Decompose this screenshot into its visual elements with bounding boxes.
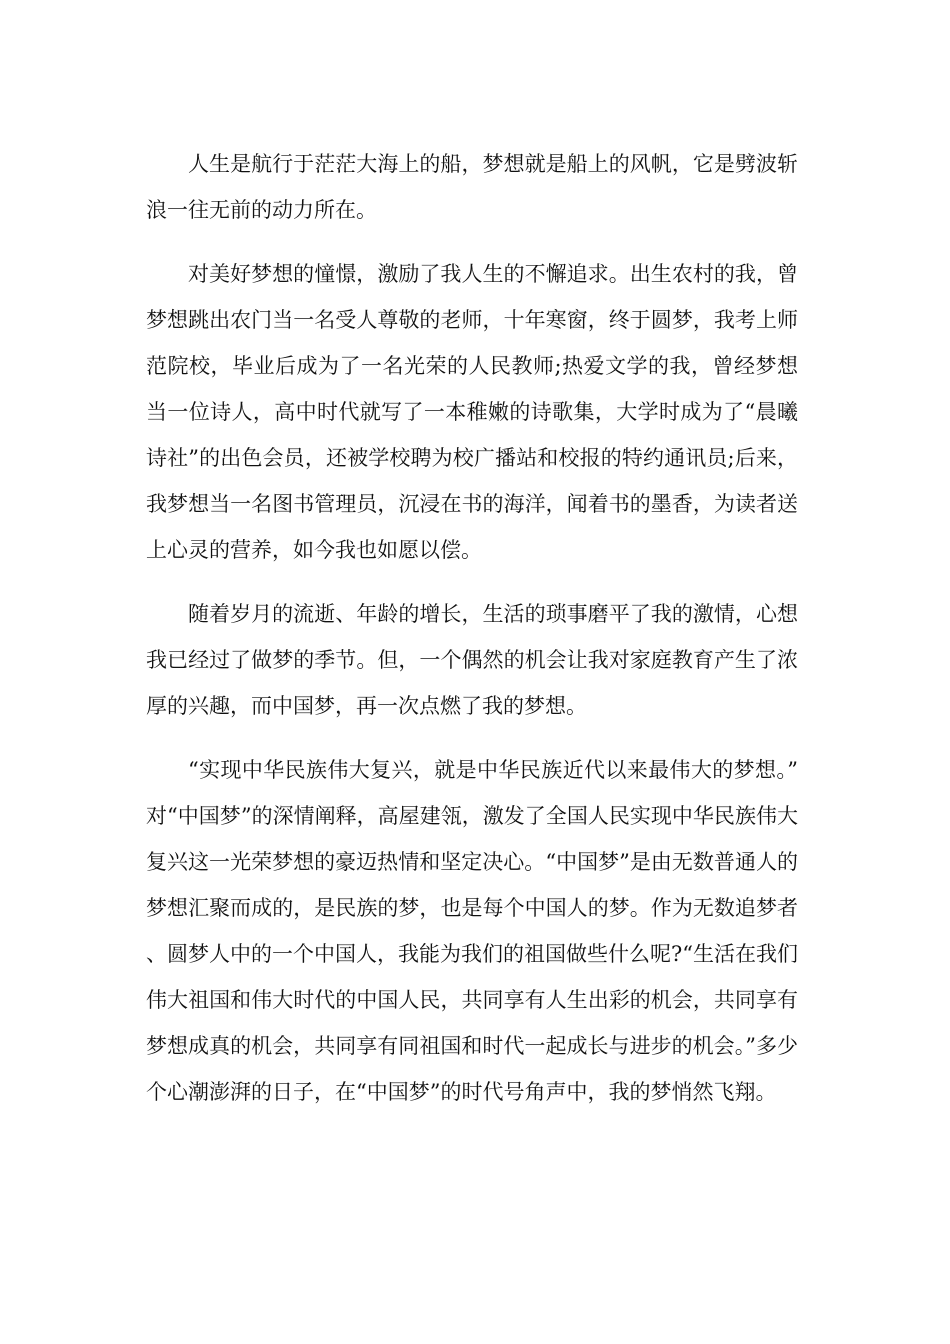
document-body: [146, 141, 798, 1115]
paragraph-3: 随着岁月的流逝、年龄的增长，生活的琐事磨平了我的激情，心想我已经过了做梦的季节。但，一个偶然的机会让我对家庭教育产生了浓厚的兴趣，而中国梦，再一次点燃了我的梦想。: [146, 602, 798, 718]
paragraph-2: 对美好梦想的憧憬，激励了我人生的不懈追求。出生农村的我，曾梦想跳出农门当一名受人尊敬的老师，十年寒窗，终于圆梦，我考上师范院校，毕业后成为了一名光荣的人民教师;热爱文学的我，曾经梦想当一位诗人，高中时代就写了一本稚嫩的诗歌集，大学时成为了“晨曦诗社”的出色会员，还被学校聘为校广播站和校报的特约通讯员;后来，我梦想当一名图书管理员，沉浸在书的海洋，闻着书的墨香，为读者送上心灵的营养，如今我也如愿以偿。: [146, 262, 798, 562]
paragraph-1: 人生是航行于茫茫大海上的船，梦想就是船上的风帆，它是劈波斩浪一往无前的动力所在。: [146, 152, 798, 222]
paragraph-4: “实现中华民族伟大复兴，就是中华民族近代以来最伟大的梦想。”对“中国梦”的深情阐释，高屋建瓴，激发了全国人民实现中华民族伟大复兴这一光荣梦想的豪迈热情和坚定决心。“中国梦”是由无数普通人的梦想汇聚而成的，是民族的梦，也是每个中国人的梦。作为无数追梦者、圆梦人中的一个中国人，我能为我们的祖国做些什么呢?“生活在我们伟大祖国和伟大时代的中国人民，共同享有人生出彩的机会，共同享有梦想成真的机会，共同享有同祖国和时代一起成长与进步的机会。”多少个心潮澎湃的日子，在“中国梦”的时代号角声中，我的梦悄然飞翔。: [146, 758, 798, 1104]
